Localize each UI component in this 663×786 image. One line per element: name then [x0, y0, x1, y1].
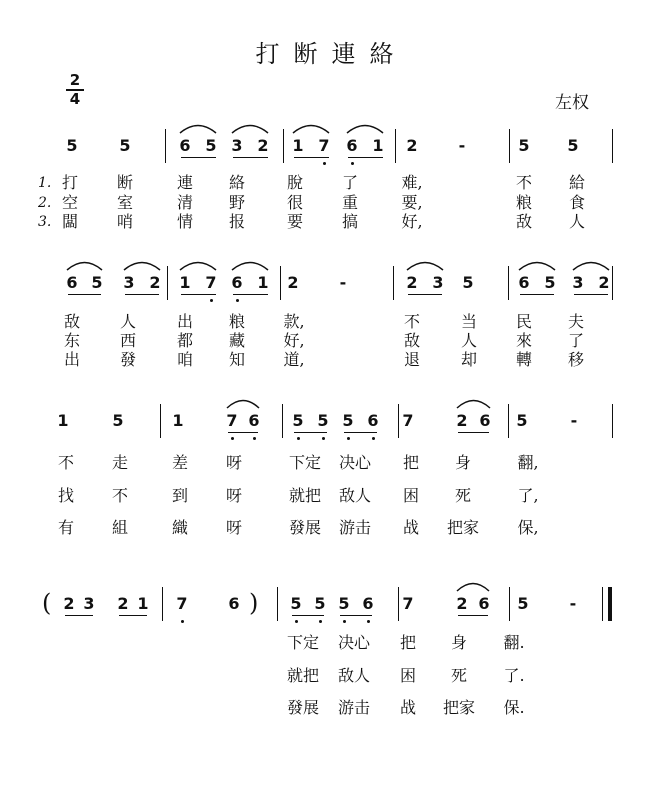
lyric: 把家 — [442, 698, 475, 717]
lyric: 难, — [401, 173, 423, 192]
low-octave-dot — [323, 162, 326, 165]
note: 2 — [149, 273, 161, 292]
lyric: 發展 — [286, 698, 319, 717]
lyric: 組 — [111, 518, 128, 537]
slur — [573, 263, 609, 271]
lyric: 咱 — [176, 350, 193, 369]
barline — [160, 404, 161, 438]
eighth-underline — [292, 615, 324, 616]
lyric: 知 — [228, 350, 245, 369]
lyric: 困 — [402, 486, 419, 505]
slur — [180, 126, 216, 134]
note: 5 — [292, 411, 304, 430]
note: 6 — [367, 411, 379, 430]
slur — [407, 263, 443, 271]
barline — [398, 587, 399, 621]
barline — [612, 404, 613, 438]
note: 1 — [57, 411, 69, 430]
note: 1 — [172, 411, 184, 430]
note: 5 — [462, 273, 474, 292]
note: 3 — [123, 273, 135, 292]
eighth-underline — [233, 294, 268, 295]
lyric: 發 — [119, 350, 136, 369]
note: 5 — [119, 136, 131, 155]
time-signature-bottom: 4 — [69, 90, 81, 108]
lyric: 保. — [503, 698, 525, 717]
eighth-underline — [574, 294, 608, 295]
slur — [232, 126, 268, 134]
slur — [519, 263, 555, 271]
eighth-underline — [233, 157, 268, 158]
lyric: 死 — [450, 666, 467, 685]
lyric: 人 — [568, 212, 585, 231]
barline — [280, 266, 281, 300]
note: 2 — [406, 273, 418, 292]
low-octave-dot — [181, 620, 184, 623]
low-octave-dot — [319, 620, 322, 623]
eighth-underline — [228, 432, 258, 433]
eighth-underline — [458, 615, 488, 616]
verse-number: 3. — [38, 214, 52, 230]
lyric: 粮 — [228, 312, 245, 331]
note: 2 — [406, 136, 418, 155]
lyric: 哨 — [116, 212, 133, 231]
note: 5 — [338, 594, 350, 613]
barline — [398, 404, 399, 438]
slur — [67, 263, 102, 271]
note: 5 — [544, 273, 556, 292]
eighth-underline — [181, 294, 216, 295]
low-octave-dot — [343, 620, 346, 623]
parenthesis: ) — [249, 589, 259, 617]
composer-name: 左权 — [555, 93, 589, 113]
lyric: 不 — [403, 312, 420, 331]
lyric: 清 — [176, 193, 193, 212]
lyric: 不 — [111, 486, 128, 505]
time-signature — [66, 73, 84, 107]
note: 7 — [226, 411, 238, 430]
lyric: 呀 — [225, 453, 242, 472]
low-octave-dot — [253, 437, 256, 440]
note: 7 — [318, 136, 330, 155]
lyric: 人 — [119, 312, 136, 331]
note: 2 — [598, 273, 610, 292]
lyric: 給 — [568, 173, 585, 192]
note: 3 — [231, 136, 243, 155]
barline — [508, 266, 509, 300]
low-octave-dot — [297, 437, 300, 440]
slur — [180, 263, 216, 271]
low-octave-dot — [351, 162, 354, 165]
lyric: 搞 — [341, 212, 358, 231]
lyric: 东 — [63, 331, 80, 350]
eighth-underline — [181, 157, 216, 158]
note: 6 — [362, 594, 374, 613]
note: 6 — [518, 273, 530, 292]
lyric: 当 — [460, 312, 477, 331]
lyric: 情 — [176, 212, 193, 231]
lyric: 闆 — [61, 212, 78, 231]
note: 5 — [66, 136, 78, 155]
eighth-underline — [68, 294, 101, 295]
low-octave-dot — [295, 620, 298, 623]
note: 6 — [179, 136, 191, 155]
note: 2 — [257, 136, 269, 155]
lyric: 出 — [63, 350, 80, 369]
lyric: 有 — [57, 518, 74, 537]
lyric: 战 — [402, 518, 419, 537]
note: 5 — [112, 411, 124, 430]
note: 6 — [478, 594, 490, 613]
barline — [509, 129, 510, 163]
verse-number: 1. — [38, 175, 52, 191]
note: 5 — [517, 594, 529, 613]
lyric: 敌人 — [338, 486, 371, 505]
note: 6 — [346, 136, 358, 155]
note: 7 — [205, 273, 217, 292]
lyric: 差 — [171, 453, 188, 472]
lyric: 敌 — [63, 312, 80, 331]
lyric: 决心 — [337, 633, 370, 652]
slur — [293, 126, 329, 134]
lyric: 夫 — [567, 312, 584, 331]
low-octave-dot — [372, 437, 375, 440]
lyric: 翻, — [517, 453, 539, 472]
page-title: 打断連絡 — [255, 40, 408, 68]
note: 5 — [342, 411, 354, 430]
note: 3 — [572, 273, 584, 292]
lyric: 了 — [341, 173, 358, 192]
lyric: 款, — [283, 312, 305, 331]
lyric: 粮 — [515, 193, 532, 212]
lyric: 呀 — [225, 518, 242, 537]
eighth-underline — [520, 294, 554, 295]
barline — [508, 404, 509, 438]
barline — [612, 129, 613, 163]
lyric: 下定 — [288, 453, 321, 472]
lyric: 出 — [176, 312, 193, 331]
barline — [393, 266, 394, 300]
lyric: 都 — [176, 331, 193, 350]
barline — [612, 266, 613, 300]
lyric: 移 — [567, 350, 584, 369]
lyric: 游击 — [337, 698, 370, 717]
lyric: 道, — [283, 350, 305, 369]
lyric: 翻. — [503, 633, 525, 652]
barline — [165, 129, 166, 163]
note: 7 — [402, 411, 414, 430]
lyric: 保, — [517, 518, 539, 537]
lyric: 食 — [568, 193, 585, 212]
lyric: 轉 — [515, 350, 532, 369]
lyric: 人 — [460, 331, 477, 350]
note: 3 — [83, 594, 95, 613]
low-octave-dot — [210, 299, 213, 302]
barline — [277, 587, 278, 621]
verse-number: 2. — [38, 195, 52, 211]
eighth-underline — [458, 432, 489, 433]
lyric: 就把 — [288, 486, 321, 505]
lyric: 來 — [515, 331, 532, 350]
lyric: 退 — [403, 350, 420, 369]
lyric: 很 — [286, 193, 303, 212]
low-octave-dot — [231, 437, 234, 440]
lyric: 把 — [399, 633, 416, 652]
barline — [282, 404, 283, 438]
eighth-underline — [65, 615, 93, 616]
lyric: 困 — [399, 666, 416, 685]
note: 5 — [317, 411, 329, 430]
note: 5 — [91, 273, 103, 292]
lyric: 断 — [116, 173, 133, 192]
eighth-underline — [294, 432, 327, 433]
lyric: 西 — [119, 331, 136, 350]
lyric: 織 — [171, 518, 188, 537]
note: 1 — [292, 136, 304, 155]
lyric: 把家 — [446, 518, 479, 537]
barline — [395, 129, 396, 163]
note: 5 — [567, 136, 579, 155]
eighth-underline — [340, 615, 372, 616]
lyric: 敌 — [515, 212, 532, 231]
lyric: 空 — [61, 193, 78, 212]
note: 5 — [518, 136, 530, 155]
slur — [227, 401, 259, 409]
eighth-underline — [125, 294, 159, 295]
low-octave-dot — [236, 299, 239, 302]
lyric: 却 — [460, 350, 477, 369]
lyric: 打 — [61, 173, 78, 192]
note: 6 — [248, 411, 260, 430]
lyric: 脫 — [286, 173, 303, 192]
note: 6 — [479, 411, 491, 430]
lyric: 要, — [401, 193, 423, 212]
barline — [283, 129, 284, 163]
lyric: 身 — [450, 633, 467, 652]
low-octave-dot — [347, 437, 350, 440]
note: 5 — [516, 411, 528, 430]
lyric: 决心 — [338, 453, 371, 472]
time-signature-top: 2 — [69, 71, 81, 89]
parenthesis: ( — [42, 589, 52, 617]
eighth-underline — [119, 615, 147, 616]
final-barline-thick — [608, 587, 612, 621]
barline — [162, 587, 163, 621]
eighth-underline — [294, 157, 329, 158]
lyric: 要 — [286, 212, 303, 231]
note: 1 — [257, 273, 269, 292]
note: 1 — [372, 136, 384, 155]
lyric: 敌 — [403, 331, 420, 350]
lyric: 野 — [228, 193, 245, 212]
lyric: 走 — [111, 453, 128, 472]
slur — [457, 401, 490, 409]
lyric: 就把 — [286, 666, 319, 685]
slur — [232, 263, 268, 271]
slur — [124, 263, 160, 271]
lyric: 藏 — [228, 331, 245, 350]
lyric: 游击 — [338, 518, 371, 537]
eighth-underline — [344, 432, 377, 433]
slur — [457, 584, 489, 592]
barline — [167, 266, 168, 300]
note: 5 — [290, 594, 302, 613]
lyric: 战 — [399, 698, 416, 717]
note: - — [458, 136, 466, 155]
eighth-underline — [408, 294, 442, 295]
note: 1 — [137, 594, 149, 613]
note: 5 — [314, 594, 326, 613]
low-octave-dot — [322, 437, 325, 440]
lyric: 了. — [503, 666, 525, 685]
lyric: 發展 — [288, 518, 321, 537]
note: - — [339, 273, 347, 292]
eighth-underline — [348, 157, 383, 158]
note: 7 — [176, 594, 188, 613]
note: 1 — [179, 273, 191, 292]
lyric: 了 — [567, 331, 584, 350]
note: 6 — [228, 594, 240, 613]
lyric: 了, — [517, 486, 539, 505]
note: - — [569, 594, 577, 613]
note: 7 — [402, 594, 414, 613]
low-octave-dot — [367, 620, 370, 623]
final-barline — [602, 587, 603, 621]
note: 2 — [287, 273, 299, 292]
lyric: 死 — [454, 486, 471, 505]
lyric: 好, — [283, 331, 305, 350]
lyric: 呀 — [225, 486, 242, 505]
note: 2 — [456, 411, 468, 430]
lyric: 民 — [515, 312, 532, 331]
lyric: 絡 — [228, 173, 245, 192]
lyric: 室 — [116, 193, 133, 212]
lyric: 好, — [401, 212, 423, 231]
note: - — [570, 411, 578, 430]
lyric: 报 — [228, 212, 245, 231]
lyric: 身 — [454, 453, 471, 472]
note: 2 — [117, 594, 129, 613]
note: 6 — [231, 273, 243, 292]
lyric: 連 — [176, 173, 193, 192]
lyric: 把 — [402, 453, 419, 472]
barline — [509, 587, 510, 621]
lyric: 到 — [171, 486, 188, 505]
lyric: 敌人 — [337, 666, 370, 685]
lyric: 不 — [57, 453, 74, 472]
slur — [347, 126, 383, 134]
lyric: 不 — [515, 173, 532, 192]
note: 6 — [66, 273, 78, 292]
note: 3 — [432, 273, 444, 292]
note: 2 — [456, 594, 468, 613]
note: 5 — [205, 136, 217, 155]
lyric: 下定 — [286, 633, 319, 652]
note: 2 — [63, 594, 75, 613]
lyric: 找 — [57, 486, 74, 505]
lyric: 重 — [341, 193, 358, 212]
